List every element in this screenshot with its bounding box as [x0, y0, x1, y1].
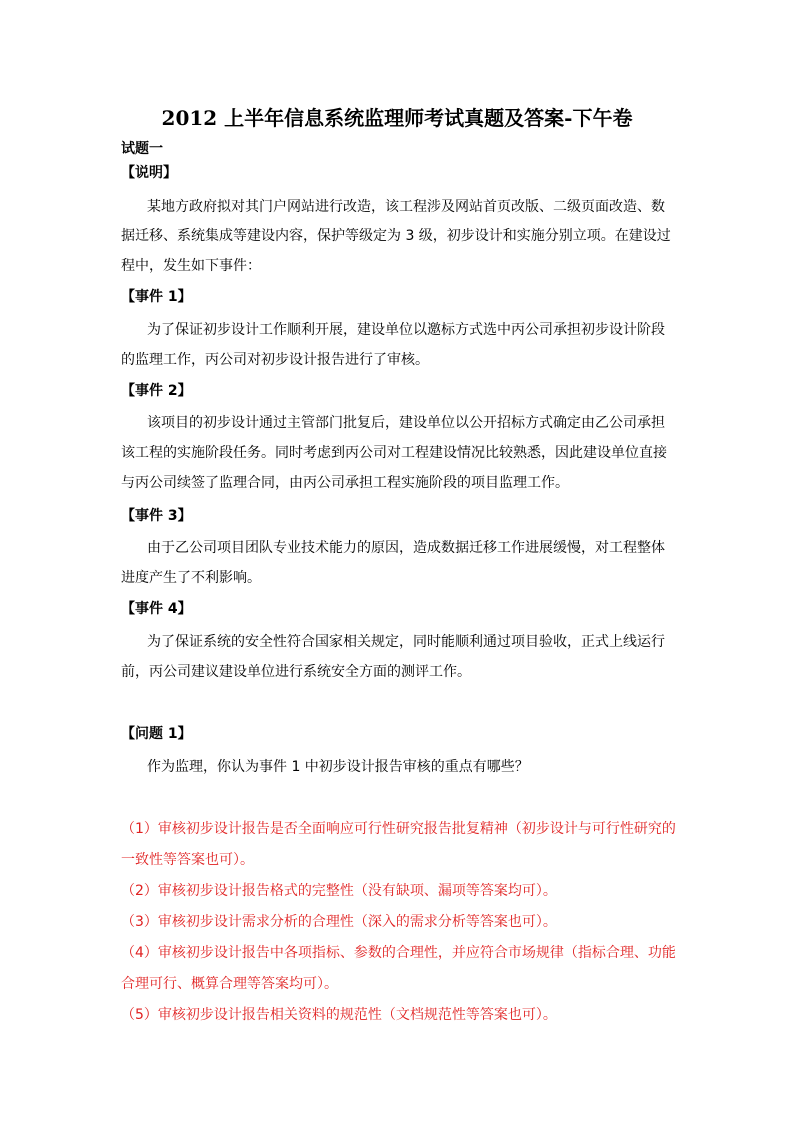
description-line: 某地方政府拟对其门户网站进行改造，该工程涉及网站首页改版、二级页面改造、数: [147, 199, 665, 215]
event-label: 【事件 2】: [121, 383, 192, 399]
answer-line: （4）审核初步设计报告中各项指标、参数的合理性，并应符合市场规律（指标合理、功能: [121, 945, 676, 961]
event-label: 【事件 1】: [121, 289, 192, 305]
event-line: 前，丙公司建议建设单位进行系统安全方面的测评工作。: [121, 664, 471, 680]
answer-line: 合理可行、概算合理等答案均可）。: [121, 976, 338, 992]
event-line: 的监理工作，丙公司对初步设计报告进行了审核。: [121, 352, 429, 368]
event-line: 与丙公司续签了监理合同，由丙公司承担工程实施阶段的项目监理工作。: [121, 475, 569, 491]
answer-line: （1）审核初步设计报告是否全面响应可行性研究报告批复精神（初步设计与可行性研究的: [121, 821, 676, 837]
question-text: 作为监理，你认为事件 1 中初步设计报告审核的重点有哪些？: [147, 759, 529, 775]
section-label: 试题一: [121, 141, 163, 157]
event-line: 进度产生了不利影响。: [121, 570, 261, 586]
event-line: 该项目的初步设计通过主管部门批复后，建设单位以公开招标方式确定由乙公司承担: [147, 415, 665, 431]
answer-line: （2）审核初步设计报告格式的完整性（没有缺项、漏项等答案均可）。: [121, 883, 557, 899]
event-label: 【事件 3】: [121, 508, 192, 524]
description-line: 程中，发生如下事件：: [121, 258, 261, 274]
event-line: 为了保证初步设计工作顺利开展，建设单位以邀标方式选中丙公司承担初步设计阶段: [147, 322, 665, 338]
event-line: 为了保证系统的安全性符合国家相关规定，同时能顺利通过项目验收，正式上线运行: [147, 634, 665, 650]
document-title: 2012 上半年信息系统监理师考试真题及答案-下午卷: [161, 106, 633, 130]
description-label: 【说明】: [121, 165, 177, 181]
question-label: 【问题 1】: [121, 726, 192, 742]
description-line: 据迁移、系统集成等建设内容，保护等级定为 3 级，初步设计和实施分别立项。在建设过: [121, 228, 671, 244]
answer-line: （3）审核初步设计需求分析的合理性（深入的需求分析等答案也可）。: [121, 914, 557, 930]
answer-line: （5）审核初步设计报告相关资料的规范性（文档规范性等答案也可）。: [121, 1007, 557, 1023]
event-line: 该工程的实施阶段任务。同时考虑到丙公司对工程建设情况比较熟悉，因此建设单位直接: [121, 445, 667, 461]
event-label: 【事件 4】: [121, 601, 192, 617]
event-line: 由于乙公司项目团队专业技术能力的原因，造成数据迁移工作进展缓慢，对工程整体: [147, 540, 665, 556]
answer-line: 一致性等答案也可）。: [121, 852, 254, 868]
